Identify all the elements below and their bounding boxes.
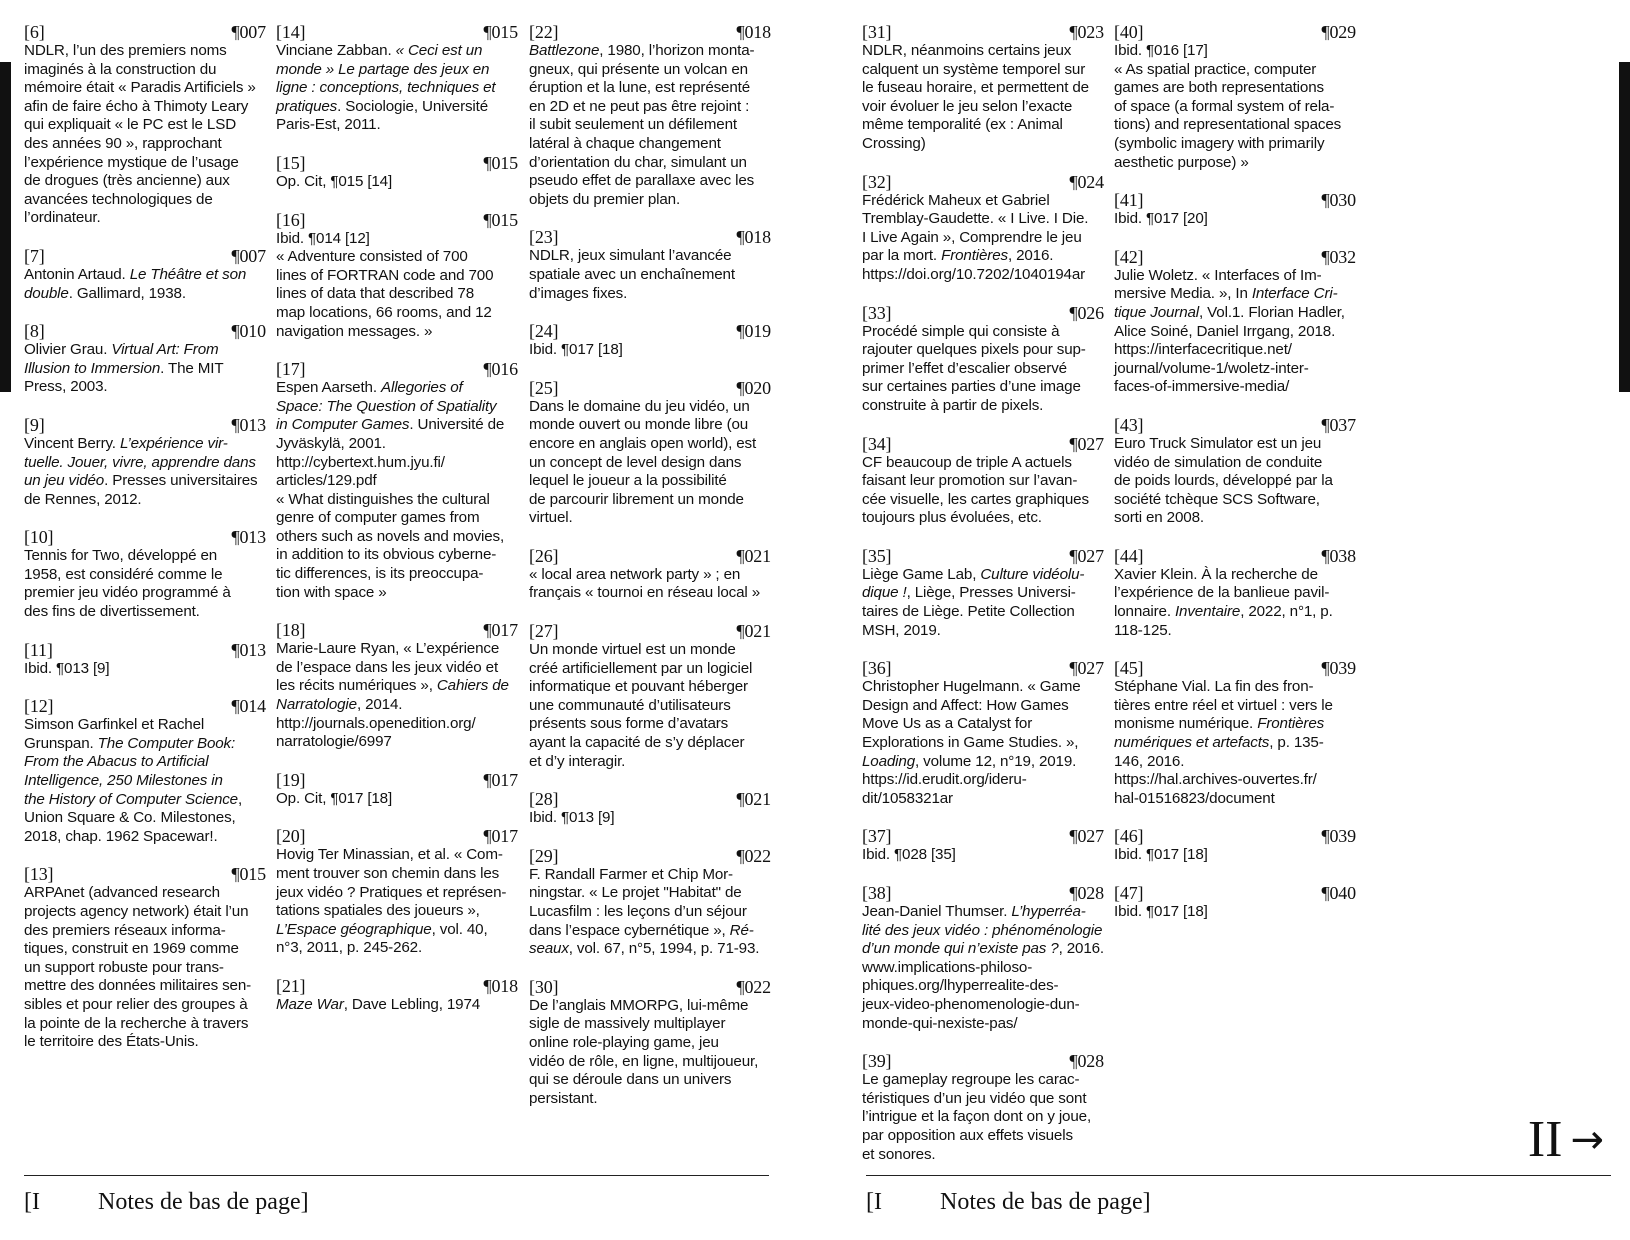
footnote-header (276, 826, 518, 846)
footnote-text: Op. Cit, ¶017 [18] (276, 789, 393, 807)
footnote-header (529, 22, 771, 42)
footnote-paragraph-ref[interactable]: ¶014 (231, 696, 266, 717)
footer-title: Notes de bas de page] (940, 1189, 1151, 1215)
footnote (529, 977, 771, 1109)
footnote (24, 696, 266, 846)
footnote-number: [14] (276, 22, 306, 42)
footnote-paragraph-ref[interactable]: ¶027 (1069, 658, 1104, 679)
footnote-paragraph-ref[interactable]: ¶021 (736, 545, 771, 566)
footnote-number: [20] (276, 826, 306, 847)
notes-column (276, 22, 518, 1033)
footnote (1114, 658, 1356, 808)
footer-section-marker: [I (866, 1189, 882, 1215)
footnote-paragraph-ref[interactable]: ¶017 (483, 826, 518, 847)
footnote-paragraph-ref[interactable]: ¶027 (1069, 826, 1104, 847)
footnote-number: [40] (1114, 22, 1144, 42)
footnote-paragraph-ref[interactable]: ¶019 (736, 321, 771, 342)
footnote-paragraph-ref[interactable]: ¶015 (483, 152, 518, 173)
footnote-text: Ibid. ¶014 [12] « Adventure consisted of 700 lines of FORTRAN code and 700 lines of data that described 78 map locations, 66 rooms, and 12 navigation messages. » (276, 229, 494, 340)
footnote-header (529, 227, 771, 247)
right-page (842, 0, 1630, 1240)
footnote-text: Ibid. ¶016 [17] « As spatial practice, computer games are both representations of space (a formal system of rela- tions) and representational spaces (symbolic imagery with primarily aesthetic purpose) » (1114, 42, 1342, 171)
footnote-number: [46] (1114, 826, 1144, 847)
footnote-paragraph-ref[interactable]: ¶017 (483, 769, 518, 790)
footnote-paragraph-ref[interactable]: ¶027 (1069, 433, 1104, 454)
footnote-text: Olivier Grau. Virtual Art: From Illusion to Immersion. The MIT Press, 2003. (24, 341, 224, 396)
footnote-text: Ibid. ¶017 [18] (1114, 846, 1208, 864)
next-section-label: II (1527, 1111, 1563, 1168)
footnote-header (24, 527, 266, 547)
footnote-number: [15] (276, 152, 306, 173)
footnote (24, 640, 266, 679)
footnote-paragraph-ref[interactable]: ¶007 (231, 245, 266, 266)
footnote-number: [16] (276, 209, 306, 230)
footnote (276, 826, 518, 958)
footnote-text: Simson Garfinkel et Rachel Grunspan. The Computer Book: From the Abacus to Artificial Intelligence, 250 Milestones in the History of Computer Science, Union Square & Co. Milestones, 2018, chap. 1962 Spacewar!. (24, 716, 243, 845)
footnote-number: [47] (1114, 883, 1144, 903)
footnote (862, 22, 1104, 154)
footnote (1114, 883, 1356, 922)
footnote-header (862, 303, 1104, 323)
footnote-number: [7] (24, 245, 45, 266)
footnote-text: Op. Cit, ¶015 [14] (276, 172, 393, 190)
footnote-paragraph-ref[interactable]: ¶026 (1069, 302, 1104, 323)
footnote-header (276, 210, 518, 230)
footnote-header (1114, 826, 1356, 846)
footnote (862, 303, 1104, 416)
footnote (1114, 190, 1356, 229)
footnote (529, 321, 771, 360)
footnote-header (1114, 658, 1356, 678)
footnote-text: De l’anglais MMORPG, lui-même sigle de massively multiplayer online role-playing game, jeu vidéo de rôle, en ligne, multijoueur, qui se déroule dans un univers persistant. (529, 996, 759, 1107)
footnote-text: Maze War, Dave Lebling, 1974 (276, 995, 481, 1013)
footnote (24, 246, 266, 303)
footnote-number: [6] (24, 22, 45, 42)
footnote-paragraph-ref[interactable]: ¶020 (736, 377, 771, 398)
footnote-header (276, 22, 518, 42)
footnote-number: [29] (529, 845, 559, 866)
footnote-text: Ibid. ¶028 [35] (862, 846, 956, 864)
footnote-number: [37] (862, 826, 892, 847)
footnote-text: Frédérick Maheux et Gabriel Tremblay-Gaudette. « I Live. I Die. I Live Again », Comprendre le jeu par la mort. Frontières, 2016. https://doi.org/10.7202/1040194ar (862, 191, 1089, 283)
footnote-paragraph-ref[interactable]: ¶016 (483, 359, 518, 380)
footnote-number: [22] (529, 22, 559, 42)
footnote-text: F. Randall Farmer et Chip Mor- ningstar. « Le projet "Habitat" de Lucasfilm : les leçons d’un séjour dans l’espace cybernétique », Ré- seaux, vol. 67, n°5, 1994, p. 71-93. (529, 865, 760, 958)
footnote-paragraph-ref[interactable]: ¶023 (1069, 22, 1104, 42)
footnote (862, 546, 1104, 640)
footnote-header (1114, 190, 1356, 210)
footnote-text: Ibid. ¶017 [18] (1114, 903, 1208, 920)
right-edge-bar (1619, 62, 1630, 392)
footnote-header (862, 658, 1104, 678)
footnote-number: [35] (862, 545, 892, 566)
footnote-text: Jean-Daniel Thumser. L’hyperréa- lité des jeux vidéo : phénoménologie d’un monde qui n’existe pas ?, 2016. www.implications-philoso- phiques.org/lhyperrealite-des- jeux-video-phenomenologie-dun- monde-qui-nexiste-pas/ (862, 903, 1105, 1032)
footnote (1114, 546, 1356, 640)
footnote (529, 227, 771, 303)
footnote-number: [19] (276, 769, 306, 790)
footnote-paragraph-ref[interactable]: ¶027 (1069, 545, 1104, 566)
footnote-paragraph-ref[interactable]: ¶022 (736, 976, 771, 997)
footnote-paragraph-ref[interactable]: ¶013 (231, 639, 266, 660)
footnote-number: [18] (276, 620, 306, 641)
footnote-header (529, 621, 771, 641)
footnote-text: Procédé simple qui consiste à rajouter quelques pixels pour sup- primer l’effet d’escalier observé sur certaines parties d’une image construite à partir de pixels. (862, 322, 1086, 414)
footnote (862, 883, 1104, 1033)
footnote-text: Tennis for Two, développé en 1958, est considéré comme le premier jeu vidéo programmé à des fins de divertissement. (24, 547, 231, 621)
footnote-header (529, 321, 771, 341)
notes-column (862, 22, 1104, 1182)
footnote-header (529, 846, 771, 866)
footnote-number: [34] (862, 433, 892, 454)
footnote (862, 434, 1104, 528)
notes-column (1114, 22, 1356, 940)
left-page (0, 0, 790, 1240)
footnote-paragraph-ref[interactable]: ¶039 (1321, 658, 1356, 679)
footnote (276, 976, 518, 1015)
footnote-header (276, 153, 518, 173)
footnote-text: Espen Aarseth. Allegories of Space: The Question of Spatiality in Computer Games. Université de Jyväskylä, 2001. http://cybertext.hum.jyu.fi/ articles/129.pdf « What distinguishes the cultural genre of computer games from others such as novels and movies, in addition to its obvious cyberne- tic differences, is its preoccupa- tion with space » (276, 379, 505, 601)
footnote-paragraph-ref[interactable]: ¶038 (1321, 545, 1356, 566)
footnote-header (862, 883, 1104, 903)
footnote-text: Marie-Laure Ryan, « L’expérience de l’espace dans les jeux vidéo et les récits numériques », Cahiers de Narratologie, 2014. http://journals.openedition.org/ narratologie/6997 (276, 640, 509, 751)
footnote-number: [17] (276, 359, 306, 380)
footnote-header (276, 770, 518, 790)
footnote-paragraph-ref[interactable]: ¶037 (1321, 414, 1356, 435)
footnote-text: Battlezone, 1980, l’horizon monta- gneux, qui présente un volcan en éruption et la lune, est représenté en 2D et ne peut pas être rejoint : il subit seulement un défilement latéral à chaque changement d’orientation du char, simulant un pseudo effet de parallaxe avec les objets du premier plan. (529, 42, 755, 208)
footnote-paragraph-ref[interactable]: ¶021 (736, 789, 771, 810)
footnote-text: Ibid. ¶017 [18] (529, 341, 623, 359)
footnote-text: Vinciane Zabban. « Ceci est un monde » Le partage des jeux en ligne : conceptions, techniques et pratiques. Sociologie, Université Paris-Est, 2011. (276, 42, 496, 134)
footnote-paragraph-ref[interactable]: ¶007 (231, 22, 266, 42)
footnote-number: [43] (1114, 414, 1144, 435)
next-section-link[interactable] (1528, 1112, 1604, 1168)
footnote (529, 378, 771, 528)
footnote (529, 22, 771, 209)
footnote (24, 864, 266, 1051)
footnote (529, 846, 771, 959)
footnote (529, 789, 771, 828)
footnote (1114, 22, 1356, 172)
footnote-header (862, 172, 1104, 192)
footnote-paragraph-ref[interactable]: ¶021 (736, 621, 771, 642)
footer-rule (866, 1175, 1611, 1176)
footnote-text: NDLR, l’un des premiers noms imaginés à la construction du mémoire était « Paradis Artificiels » afin de faire écho à Thimoty Leary qui expliquait « le PC est le LSD des années 90 », rapprochant l’expérience mystique de l’usage de drogues (très ancienne) aux avancées technologiques de l’ordinateur. (24, 42, 256, 227)
footnote-text: NDLR, néanmoins certains jeux calquent un système temporel sur le fuseau horaire, et permettent de voir évoluer le jeu selon l’exacte même temporalité (ex : Animal Crossing) (862, 42, 1089, 152)
footnote (24, 415, 266, 509)
footnote (24, 22, 266, 228)
footnote (276, 210, 518, 342)
footnote (862, 1051, 1104, 1164)
footnote-header (24, 696, 266, 716)
footnote-number: [24] (529, 321, 559, 342)
footnote-paragraph-ref[interactable]: ¶024 (1069, 171, 1104, 192)
footnote-header (276, 976, 518, 996)
footnote (529, 621, 771, 771)
footnote (862, 658, 1104, 808)
footnote (24, 527, 266, 621)
footnote-paragraph-ref[interactable]: ¶015 (483, 22, 518, 42)
footnote (276, 22, 518, 135)
footnote-paragraph-ref[interactable]: ¶039 (1321, 826, 1356, 847)
footnote-header (529, 546, 771, 566)
footnote-text: « local area network party » ; en français « tournoi en réseau local » (529, 565, 760, 602)
footnote (862, 172, 1104, 285)
footnote-text: Stéphane Vial. La fin des fron- tières entre réel et virtuel : vers le monisme numérique. Frontières numériques et artefacts, p. 135- 146, 2016. https://hal.archives-ouvertes.fr/ hal-01516823/document (1114, 678, 1333, 807)
footnote-header (862, 22, 1104, 42)
footnote-number: [30] (529, 976, 559, 997)
footnote-number: [12] (24, 696, 54, 717)
footnote-paragraph-ref[interactable]: ¶030 (1321, 190, 1356, 211)
footnote-header (24, 415, 266, 435)
footnote-number: [21] (276, 975, 306, 996)
footnote-text: NDLR, jeux simulant l’avancée spatiale avec un enchaînement d’images fixes. (529, 247, 735, 302)
footnote-header (1114, 546, 1356, 566)
footnote (276, 153, 518, 192)
footnote-text: ARPAnet (advanced research projects agency network) était l’un des premiers réseaux informa- tiques, construit en 1969 comme un support robuste pour trans- mettre des données militaires sen- sibles et pour relier des groupes à la pointe de la recherche à travers le territoire des États-Unis. (24, 884, 252, 1051)
footnote-number: [13] (24, 864, 54, 885)
footnote-text: CF beaucoup de triple A actuels faisant leur promotion sur l’avan- cée visuelle, les cartes graphiques toujours plus évoluées, etc. (862, 453, 1089, 527)
footnote-number: [39] (862, 1051, 892, 1072)
footnote-header (862, 826, 1104, 846)
footnote-text: Christopher Hugelmann. « Game Design and Affect: How Games Move Us as a Catalyst for Explorations in Game Studies. », Loading, volume 12, n°19, 2019. https://id.erudit.org/ideru- dit/1058321ar (862, 678, 1081, 807)
footnote-header (1114, 415, 1356, 435)
footnote-text: Dans le domaine du jeu vidéo, un monde ouvert ou monde libre (ou encore en anglais open world), est un concept de level design dans lequel le joueur a la possibilité de parcourir librement un monde virtuel. (529, 397, 757, 527)
footnote-text: Ibid. ¶013 [9] (24, 659, 110, 677)
footer-title: Notes de bas de page] (98, 1189, 309, 1215)
footnote-number: [32] (862, 171, 892, 192)
footnote-header (276, 620, 518, 640)
footnote-paragraph-ref[interactable]: ¶013 (231, 527, 266, 548)
footnote-paragraph-ref[interactable]: ¶018 (736, 22, 771, 42)
footnote-paragraph-ref[interactable]: ¶022 (736, 845, 771, 866)
footnote-number: [42] (1114, 246, 1144, 267)
footnote-number: [38] (862, 883, 892, 903)
footnote-text: Xavier Klein. À la recherche de l’expérience de la banlieue pavil- lonnaire. Inventaire, 2022, n°1, p. 118-125. (1114, 565, 1333, 639)
footnote-header (24, 246, 266, 266)
footnote-text: Le gameplay regroupe les carac- téristiques d’un jeu vidéo que sont l’intrigue et la façon dont on y joue, par opposition aux effets visuels et sonores. (862, 1071, 1092, 1163)
footnote (1114, 247, 1356, 397)
footnote-header (862, 546, 1104, 566)
footnote-number: [25] (529, 377, 559, 398)
footnote-header (529, 977, 771, 997)
footnote (1114, 415, 1356, 528)
footnote-paragraph-ref[interactable]: ¶017 (483, 620, 518, 641)
footnote-paragraph-ref[interactable]: ¶028 (1069, 883, 1104, 903)
footnote-number: [11] (24, 639, 53, 660)
footnote-number: [8] (24, 321, 45, 342)
footnote-paragraph-ref[interactable]: ¶028 (1069, 1051, 1104, 1072)
footnote-text: Euro Truck Simulator est un jeu vidéo de simulation de conduite de poids lourds, développé par la société tchèque SCS Software, sorti en 2008. (1114, 434, 1333, 527)
footnote-header (1114, 883, 1356, 903)
footnote-paragraph-ref[interactable]: ¶040 (1321, 883, 1356, 903)
footnote (276, 359, 518, 602)
footer-section-marker: [I (24, 1189, 40, 1215)
footnote-number: [36] (862, 658, 892, 679)
footnote-paragraph-ref[interactable]: ¶013 (231, 414, 266, 435)
footnote-number: [44] (1114, 545, 1144, 566)
footnote-header (1114, 22, 1356, 42)
footnote-header (24, 22, 266, 42)
arrow-right-icon: → (1570, 1117, 1604, 1163)
footnote-text: Ibid. ¶017 [20] (1114, 210, 1208, 228)
footnote-number: [41] (1114, 190, 1144, 211)
footnote-header (24, 640, 266, 660)
footnote-paragraph-ref[interactable]: ¶018 (483, 975, 518, 996)
footnote-text: Un monde virtuel est un monde créé artificiellement par un logiciel informatique et pouvant héberger une communauté d’utilisateurs présents sous forme d’avatars ayant la capacité de s’y déplacer et d’y interagir. (529, 641, 753, 770)
footnote-text: Vincent Berry. L’expérience vir- tuelle. Jouer, vivre, apprendre dans un jeu vidéo. Presses universitaires de Rennes, 2012. (24, 434, 258, 508)
footnote-text: Liège Game Lab, Culture vidéolu- dique !, Liège, Presses Universi- taires de Liège. Petite Collection MSH, 2019. (862, 565, 1085, 639)
footnote-header (24, 864, 266, 884)
footnote-number: [31] (862, 22, 892, 42)
footnote-paragraph-ref[interactable]: ¶029 (1321, 22, 1356, 42)
footnote-paragraph-ref[interactable]: ¶015 (483, 209, 518, 230)
notes-column (24, 22, 266, 1070)
footnote-header (529, 789, 771, 809)
footnote (1114, 826, 1356, 865)
footnote-header (1114, 247, 1356, 267)
footnote-text: Julie Woletz. « Interfaces of Im- mersive Media. », In Interface Cri- tique Journal, Vol.1. Florian Hadler, Alice Soiné, Daniel Irrgang, 2018. https://interfacecritique.net/ journal/volume-1/woletz-inter- faces-of-immersive-media/ (1114, 266, 1345, 396)
footnote-number: [10] (24, 527, 54, 548)
footnote (529, 546, 771, 603)
footnote-number: [33] (862, 302, 892, 323)
left-edge-bar (0, 62, 11, 392)
footnote (862, 826, 1104, 865)
footnote-number: [26] (529, 545, 559, 566)
footnote-paragraph-ref[interactable]: ¶010 (231, 321, 266, 342)
footnote-text: Antonin Artaud. Le Théâtre et son double. Gallimard, 1938. (24, 265, 247, 302)
footnote-text: Ibid. ¶013 [9] (529, 809, 615, 827)
footnote (276, 620, 518, 752)
footnote-paragraph-ref[interactable]: ¶018 (736, 227, 771, 248)
footnote-header (862, 434, 1104, 454)
notes-column (529, 22, 771, 1126)
footnote-header (529, 378, 771, 398)
footnote-number: [9] (24, 414, 45, 435)
footnote-number: [27] (529, 621, 559, 642)
footnote-header (862, 1051, 1104, 1071)
footnote (24, 321, 266, 397)
footnote-number: [23] (529, 227, 559, 248)
footnote-header (24, 321, 266, 341)
footnote-header (276, 359, 518, 379)
footnote-paragraph-ref[interactable]: ¶015 (231, 864, 266, 885)
footnote-paragraph-ref[interactable]: ¶032 (1321, 246, 1356, 267)
footnote-text: Hovig Ter Minassian, et al. « Com- ment trouver son chemin dans les jeux vidéo ? Pratiques et représen- tations spatiales des joueurs », L’Espace géographique, vol. 40, n°3, 2011, p. 245-262. (276, 846, 507, 957)
footnote-number: [45] (1114, 658, 1144, 679)
footnote-number: [28] (529, 789, 559, 810)
footnote (276, 770, 518, 809)
footer-rule (24, 1175, 769, 1176)
